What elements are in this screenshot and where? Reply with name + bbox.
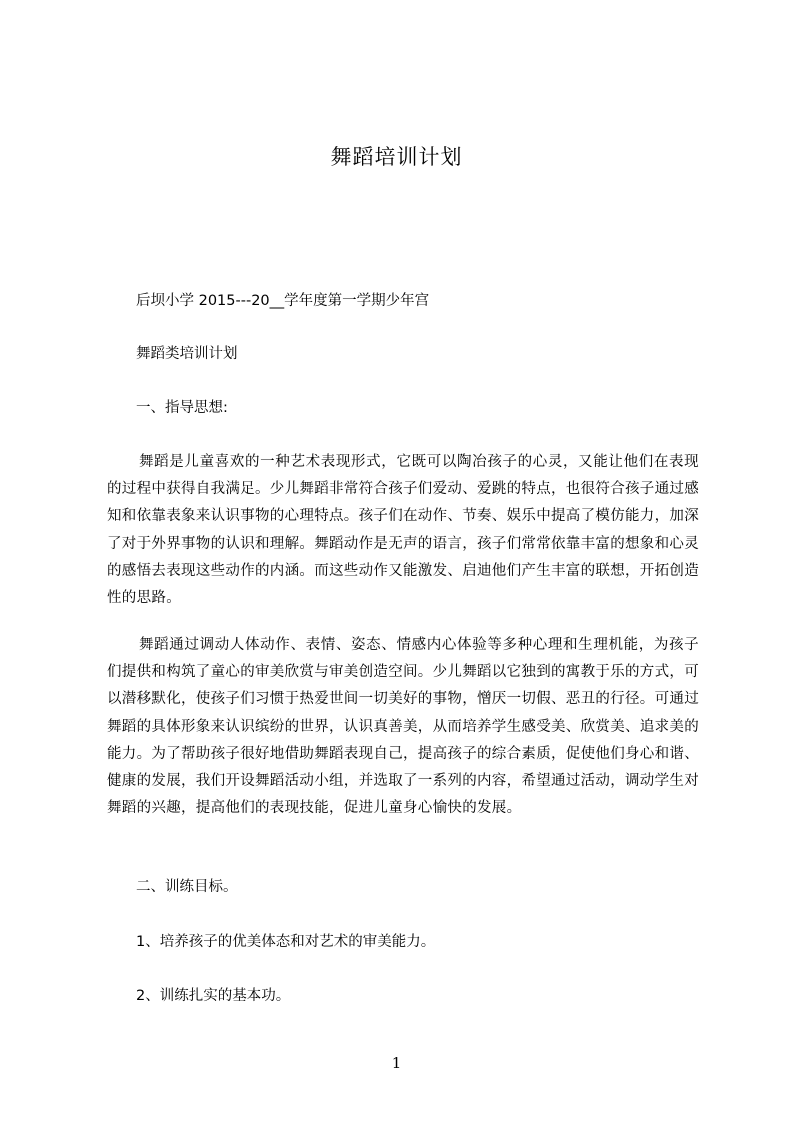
section-heading-training-goals: 二、训练目标。	[136, 879, 238, 895]
school-line: 后坝小学 2015---20__学年度第一学期少年宫	[136, 293, 430, 309]
goal-item-2: 2、训练扎实的基本功。	[136, 988, 291, 1004]
page-number: 1	[391, 1054, 402, 1072]
document-title: 舞蹈培训计划	[330, 145, 463, 169]
section-heading-guiding-ideology: 一、指导思想:	[136, 400, 228, 416]
paragraph-1: 舞蹈是儿童喜欢的一种艺术表现形式，它既可以陶冶孩子的心灵，又能让他们在表现的过程中获得自我满足。少儿舞蹈非常符合孩子们爱动、爱跳的特点，也很符合孩子通过感知和依靠表象来认识事物的心理特点。孩子们在动作、节奏、娱乐中提高了模仿能力，加深了对于外界事物的认识和理解。舞蹈动作是无声的语言，孩子们常常依靠丰富的想象和心灵的感悟去表现这些动作的内涵。而这些动作又能激发、启迪他们产生丰富的联想，开拓创造性的思路。	[107, 454, 699, 607]
paragraph-2: 舞蹈通过调动人体动作、表情、姿态、情感内心体验等多种心理和生理机能，为孩子们提供和构筑了童心的审美欣赏与审美创造空间。少儿舞蹈以它独到的寓教于乐的方式，可以潜移默化，使孩子们习惯于热爱世间一切美好的事物，憎厌一切假、恶丑的行径。可通过舞蹈的具体形象来认识缤纷的世界，认识真善美，从而培养学生感受美、欣赏美、追求美的能力。为了帮助孩子很好地借助舞蹈表现自己，提高孩子的综合素质，促使他们身心和谐、健康的发展，我们开设舞蹈活动小组，并选取了一系列的内容，希望通过活动，调动学生对舞蹈的兴趣，提高他们的表现技能，促进儿童身心愉快的发展。	[107, 637, 699, 817]
subtitle: 舞蹈类培训计划	[136, 346, 238, 362]
goal-item-1: 1、培养孩子的优美体态和对艺术的审美能力。	[136, 934, 436, 950]
